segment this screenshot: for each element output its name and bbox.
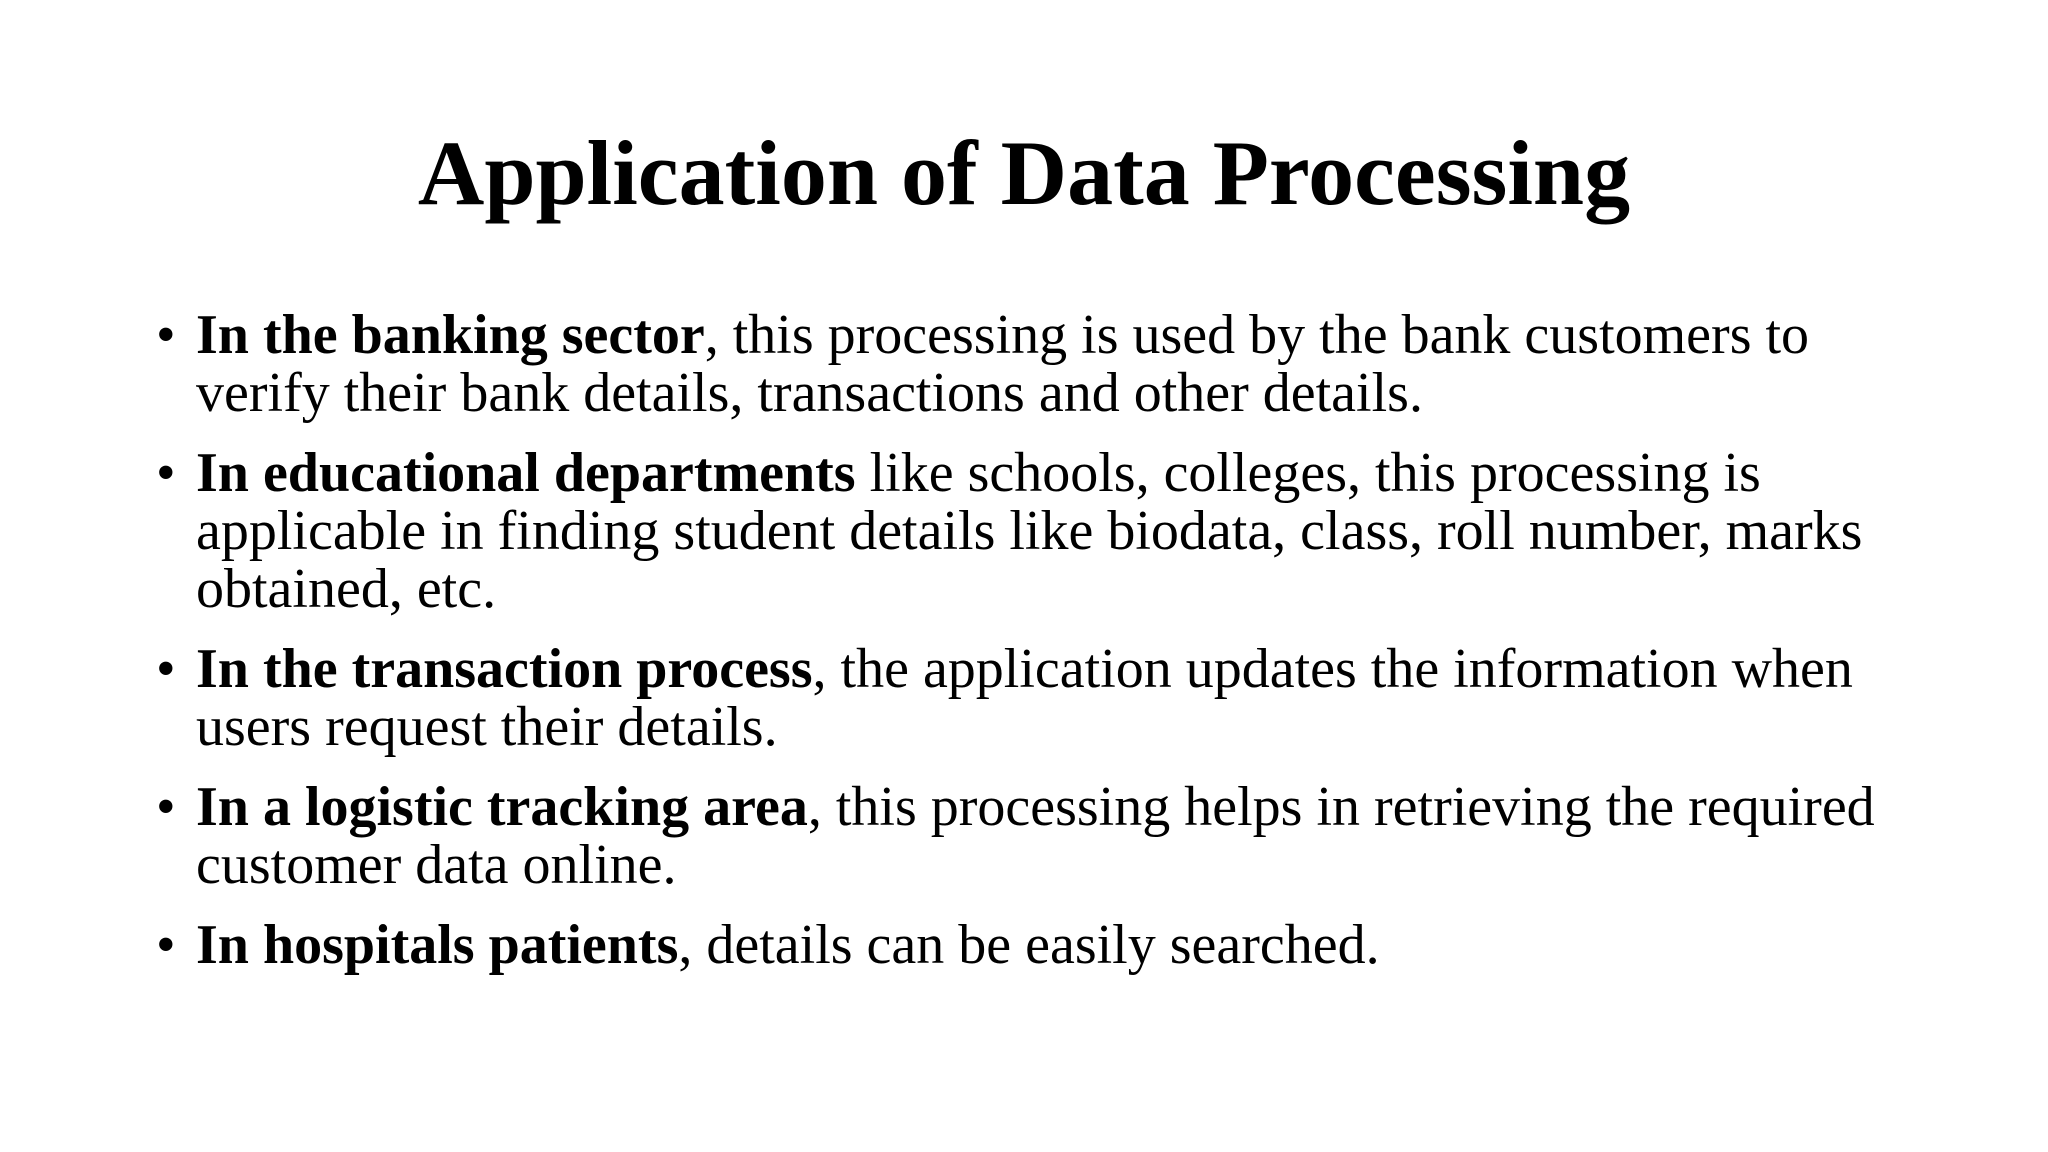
bullet-dot-icon: • [156,442,176,504]
bullet-dot-icon: • [156,304,176,366]
bullet-list [156,306,1916,996]
bullet-heading: In educational departments [196,442,856,504]
bullet-heading: In a logistic tracking area [196,776,808,838]
bullet-heading: In the transaction process [196,638,813,700]
bullet-item-banking [156,306,1916,422]
bullet-item-education [156,444,1916,618]
bullet-item-logistics [156,778,1916,894]
bullet-dot-icon: • [156,914,176,976]
bullet-item-transaction [156,640,1916,756]
bullet-item-hospitals [156,916,1916,974]
bullet-text: , this processing is used by the bank customers to verify their bank details, transactions and other details. [196,304,1810,424]
bullet-text: like schools, colleges, this processing is applicable in finding student details like biodata, class, roll number, marks obtained, etc. [196,442,1863,620]
bullet-heading: In the banking sector [196,304,705,366]
bullet-text: , the application updates the information when users request their details. [196,638,1853,758]
bullet-dot-icon: • [156,638,176,700]
bullet-text: , details can be easily searched. [678,914,1380,976]
bullet-text: , this processing helps in retrieving the required customer data online. [196,776,1875,896]
slide-title: Application of Data Processing [417,122,1631,224]
bullet-heading: In hospitals patients [196,914,679,976]
bullet-dot-icon: • [156,776,176,838]
